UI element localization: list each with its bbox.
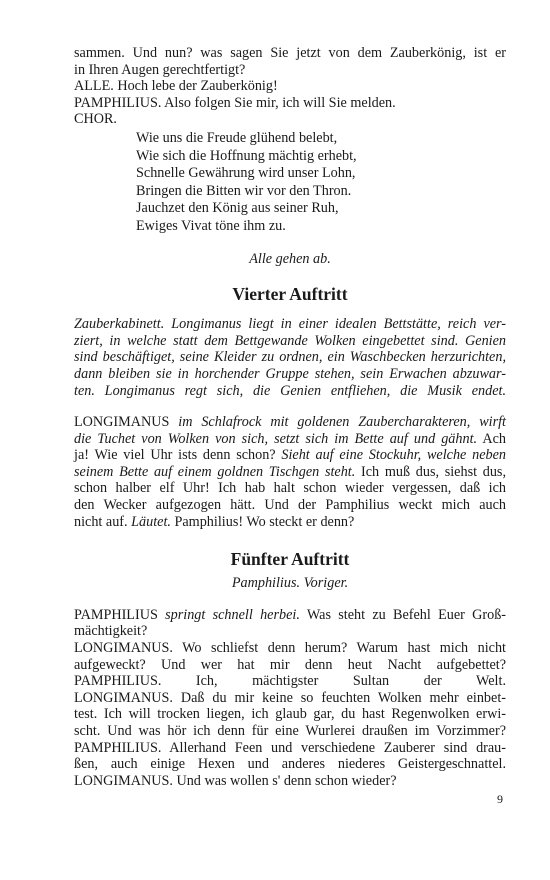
text-line <box>74 607 506 624</box>
stage-direction-inline: springt schnell herbei. <box>165 606 300 623</box>
text-segment: ßen, auch einige Hexen und anderes niederes Geistergeschnattel. <box>74 756 506 773</box>
verse-line: Wie uns die Freude glühend belebt, <box>136 129 338 146</box>
text-line <box>74 497 506 514</box>
chorus-verse <box>74 130 506 236</box>
setting-line: Zauberkabinett. Longimanus liegt in einer idealen Bettstätte, reich ver- <box>74 316 506 333</box>
text-line <box>74 480 506 497</box>
text-line <box>74 723 506 740</box>
text-line <box>74 623 506 640</box>
text-segment: LONGIMANUS. Wo schliefst denn herum? Warum hast mich nicht <box>74 640 506 657</box>
text-segment: LONGIMANUS. Daß du mir keine so feuchten Wolken mehr einbet- <box>74 689 506 706</box>
text-segment: den Wecker aufgezogen hätt. Und der Pamphilius weckt mich auch <box>74 497 506 514</box>
stage-direction-inline: die Tuchet von Wolken von sich, setzt sich im Bette auf und gähnt. <box>74 430 478 447</box>
text-segment: Pamphilius! Wo steckt er denn? <box>170 513 355 530</box>
text-line <box>74 673 506 690</box>
setting-line: sind beschäftiget, seine Kleider zu ordnen, ein Waschbecken herzurichten, <box>74 349 506 366</box>
scene-5-persons: Pamphilius. Voriger. <box>231 575 349 592</box>
speech-pamphilius: PAMPHILIUS. Also folgen Sie mir, ich will Sie melden. <box>74 94 396 111</box>
text-line <box>74 414 506 431</box>
text-segment: Was steht zu Befehl Euer Groß- <box>299 606 507 623</box>
text-line <box>74 690 506 707</box>
text-line <box>74 756 506 773</box>
verse-line: Jauchzet den König aus seiner Ruh, <box>136 200 339 217</box>
speech-alle: ALLE. Hoch lebe der Zauberkönig! <box>74 78 278 95</box>
text-segment: ja! Wie viel Uhr ists denn schon? <box>74 447 282 464</box>
stage-direction-inline: im Schlafrock mit goldenen Zaubercharakteren, wirft <box>178 414 506 431</box>
text-line <box>74 657 506 674</box>
stage-direction-exit: Alle gehen ab. <box>249 250 331 267</box>
setting-line: ziert, in welche statt dem Bettgewande Wolken eingebettet sind. Genien <box>74 332 506 349</box>
stage-direction-inline: seinem Bette auf einem goldnen Tischgen steht. <box>74 463 356 480</box>
text-segment: PAMPHILIUS <box>74 606 166 623</box>
text-line: sammen. Und nun? was sagen Sie jetzt von dem Zauberkönig, ist er <box>74 45 506 61</box>
text-segment: PAMPHILIUS. Ich, mächtigster Sultan der Welt. <box>74 673 506 690</box>
text-line <box>74 706 506 723</box>
stage-direction-inline: Sieht auf eine Stockuhr, welche neben <box>281 447 506 464</box>
text-segment: test. Ich will trocken liegen, ich glaub gar, du hast Regenwolken erwi- <box>74 706 506 723</box>
verse-line: Bringen die Bitten wir vor den Thron. <box>136 182 352 199</box>
opening-block <box>74 45 506 128</box>
book-page <box>74 45 506 789</box>
text-line <box>74 773 506 790</box>
text-segment: LONGIMANUS <box>74 414 179 431</box>
text-line <box>74 431 506 448</box>
text-line: in Ihren Augen gerechtfertigt? <box>74 61 246 78</box>
scene-5-dialogue <box>74 607 506 790</box>
verse-line: Schnelle Gewährung wird unser Lohn, <box>136 165 356 182</box>
scene-4-setting <box>74 316 506 399</box>
scene-4-speech <box>74 414 506 530</box>
text-segment: scht. Und was hör ich denn für eine Wurlerei draußen im Vorzimmer? <box>74 723 506 739</box>
verse-line: Ewiges Vivat töne ihm zu. <box>136 217 286 234</box>
text-line <box>74 514 506 531</box>
stage-direction-inline: Läutet. <box>131 513 171 530</box>
text-segment: Ach <box>477 430 506 447</box>
text-line <box>74 640 506 657</box>
text-line <box>74 464 506 481</box>
scene-title-4: Vierter Auftritt <box>232 284 348 305</box>
setting-line: dann bleiben sie in horchender Gruppe stehen, sein Erwachen abzuwar- <box>74 365 506 382</box>
speaker-chor: CHOR. <box>74 111 117 128</box>
text-segment: mächtigkeit? <box>74 623 148 640</box>
setting-line: ten. Longimanus regt sich, die Genien entfliehen, die Musik endet. <box>74 382 506 399</box>
text-segment: Ich muß dus, siehst dus, <box>355 463 507 480</box>
text-line <box>74 740 506 757</box>
scene-title-5: Fünfter Auftritt <box>230 549 350 570</box>
text-segment: aufgeweckt? Und wer hat mir denn heut Nacht aufgebettet? <box>74 656 506 673</box>
text-segment: nicht auf. <box>74 513 132 530</box>
verse-line: Wie sich die Hoffnung mächtig erhebt, <box>136 147 357 164</box>
page-number: 9 <box>497 792 503 806</box>
text-segment: LONGIMANUS. Und was wollen s' denn schon wieder? <box>74 772 397 789</box>
text-line <box>74 447 506 464</box>
text-segment: schon halber elf Uhr! Ich hab halt schon wieder vergessen, daß ich <box>74 480 506 497</box>
text-segment: PAMPHILIUS. Allerhand Feen und verschiedene Zauberer sind drau- <box>74 739 506 756</box>
